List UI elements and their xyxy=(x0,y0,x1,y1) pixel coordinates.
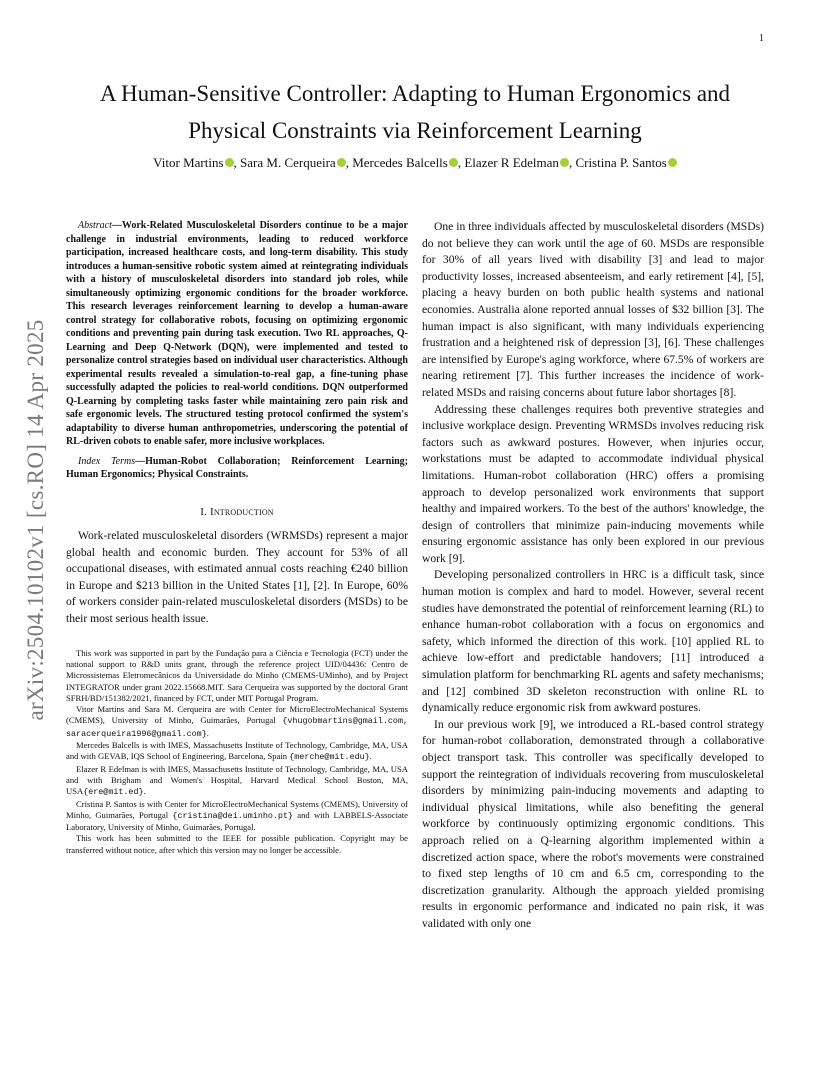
orcid-icon[interactable] xyxy=(449,158,458,167)
footnotes xyxy=(66,648,408,856)
author-separator: , xyxy=(233,155,241,170)
author-entry xyxy=(464,155,575,170)
body-paragraph: In our previous work [9], we introduced a RL-based control strategy for human-robot collaboration, demonstrated through a collaborative object transport task. This controller was specifically developed to support the reintegration of individuals recovering from musculoskeletal disorders by minimizing pain-inducing movements and adapting to individual physical limitations, while also benefiting the general workforce by continuously optimizing ergonomic conditions. This approach relied on a Q-learning algorithm implemented within a discretized action space, where the robot's movements were constrained to fixed step lengths of 10 cm and 6.5 cm, corresponding to the discretization granularity. Although the approach yielded promising results in ergonomic performance and indicated no pain risk, it was validated with only one xyxy=(422,717,764,930)
author-name: Elazer R Edelman xyxy=(464,155,559,170)
section-title: Introduction xyxy=(209,505,274,518)
footnote-funding: This work was supported in part by the Fundação para a Ciência e Tecnologia (FCT) under the national support to R&D units grant, through the reference project UID/04436: Centro de Microssistemas Eletromecânicos da Universidade do Minho (CMEMS-UMinho), and by Project INTEGRATOR under grant 2022.15668.MIT. Sara Cerqueira was supported by the doctoral Grant SFRH/BD/151382/2021, financed by FCT, under MIT Portugal Program. xyxy=(66,647,408,703)
author-entry xyxy=(352,155,464,170)
affiliation-text: Mercedes Balcells is with IMES, Massachusetts Institute of Technology, Cambridge, MA, USA and with GEVAB, IQS School of Engineering, Barcelona, Spain xyxy=(66,740,408,762)
index-terms-text: Human-Robot Collaboration; Reinforcement Learning; Human Ergonomics; Physical Constraints. xyxy=(66,455,409,480)
index-terms-label: Index Terms xyxy=(78,455,136,467)
footnote-affiliation xyxy=(66,764,408,799)
affiliation-text: Elazer R Edelman is with IMES, Massachusetts Institute of Technology, Cambridge, MA, USA and with Brigham and Women's Hospital, Harvard Medical School Boston, MA, USA xyxy=(66,763,408,797)
author-separator: , xyxy=(568,155,576,170)
section-numeral: I. xyxy=(200,505,210,518)
author-separator: , xyxy=(345,155,353,170)
affiliation-end: . xyxy=(143,786,146,797)
index-terms xyxy=(66,455,408,482)
abstract-dash: — xyxy=(111,220,122,231)
footnote-ieee-notice: This work has been submitted to the IEEE for possible publication. Copyright may be transferred without notice, after which this version may no longer be accessible. xyxy=(66,833,408,855)
index-terms-dash: — xyxy=(135,455,146,467)
orcid-icon[interactable] xyxy=(225,158,234,167)
arxiv-identifier-stamp: arXiv:2504.10102v1 [cs.RO] 14 Apr 2025 xyxy=(23,319,48,721)
abstract-label: Abstract xyxy=(78,220,112,231)
footnote-affiliation xyxy=(66,799,408,834)
email-link[interactable]: {vhugobmartins@gmail.com, saracerqueira1996@gmail.com} xyxy=(66,716,408,739)
left-column xyxy=(66,219,408,856)
orcid-icon[interactable] xyxy=(337,158,346,167)
author-entry xyxy=(240,155,352,170)
body-paragraph: Work-related musculoskeletal disorders (WRMSDs) represent a major global health and economic burden. They account for 53% of all occupational diseases, with estimated annual costs reaching €240 billion in Europe and $213 billion in the United States [1], [2]. In Europe, 60% of workers consider pain-related musculoskeletal disorders (MSDs) to be their most serious health issue. xyxy=(66,529,408,626)
author-name: Mercedes Balcells xyxy=(352,155,448,170)
orcid-icon[interactable] xyxy=(668,158,677,167)
right-column xyxy=(422,219,764,933)
author-entry xyxy=(153,155,240,170)
body-paragraph: One in three individuals affected by musculoskeletal disorders (MSDs) do not believe they can work until the age of 60. MSDs are responsible for 30% of all years lived with disability [3] and lead to major productivity losses, increased absenteeism, and early retirement [4], [5], placing a heavy burden on both public health systems and national economies. Australia alone reported annual losses of $32 billion [3]. The human impact is also significant, with many individuals experiencing frustration and a heightened risk of depression [3], [6]. These challenges are intensified by Europe's aging workforce, where 67.5% of workers are nearing retirement [7]. This further increases the incidence of work-related MSDs and raising concerns about future labor shortages [8]. xyxy=(422,220,764,399)
body-paragraph: Developing personalized controllers in HRC is a difficult task, since human motion is complex and hard to model. However, several recent studies have demonstrated the potential of reinforcement learning (RL) to enhance human-robot collaboration with a focus on ergonomics and safety, which informed the direction of this work. [10] applied RL to achieve low-effort and predictable handovers; [11] introduced a simulation platform for benchmarking RL agents and safety mechanisms; and [12] combined 3D skeleton reconstruction with online RL to dynamically reduce ergonomic risk from awkward postures. xyxy=(422,568,764,715)
affiliation-text: Vitor Martins and Sara M. Cerqueira are with Center for MicroElectroMechanical Systems (CMEMS), University of Minho, Guimarães, Portugal xyxy=(66,704,408,726)
author-separator: , xyxy=(457,155,465,170)
affiliation-end: and with LABBELS-Associate Laboratory, University of Minho, Guimarães, Portugal. xyxy=(66,809,408,833)
abstract-text: Work-Related Musculoskeletal Disorders continue to be a major challenge in industrial environments, leading to reduced workforce participation, increased healthcare costs, and long-term disability. This study introduces a human-sensitive robotic system aimed at reintegrating individuals with a history of musculoskeletal disorders into standard job roles, while simultaneously optimizing ergonomic conditions for the broader workforce. This research leverages reinforcement learning to develop a human-aware control strategy for collaborative robots, focusing on optimizing ergonomic conditions and preventing pain during task execution. Two RL approaches, Q-Learning and Deep Q-Network (DQN), were implemented and tested to personalize control strategies based on individual user characteristics. Although experimental results revealed a simulation-to-real gap, a fine-tuning phase successfully adapted the policies to real-world conditions. DQN outperformed Q-Learning by completing tasks faster while maintaining zero pain risk and safe ergonomic levels. The structured testing protocol confirmed the system's adaptability to diverse human anthropometries, underscoring the potential of RL-driven cobots to enable safer, more inclusive workplaces. xyxy=(66,220,408,447)
footnote-affiliation xyxy=(66,704,408,740)
affiliation-end: . xyxy=(206,727,209,738)
email-link[interactable]: {ere@mit.ed} xyxy=(83,787,144,798)
author-name: Sara M. Cerqueira xyxy=(240,155,336,170)
page-number: 1 xyxy=(759,33,764,44)
email-link[interactable]: {cristina@dei.uminho.pt} xyxy=(172,810,294,821)
paper-title: A Human-Sensitive Controller: Adapting to Human Ergonomics and Physical Constraints via Reinforcement Learning xyxy=(99,81,731,143)
author-entry xyxy=(575,155,676,170)
abstract xyxy=(66,219,408,449)
section-heading xyxy=(66,504,408,521)
email-link[interactable]: {merche@mit.edu} xyxy=(289,752,370,763)
author-name: Vitor Martins xyxy=(153,155,224,170)
affiliation-text: Cristina P. Santos is with Center for MicroElectroMechanical Systems (CMEMS), University of Minho, Guimarães, Portugal xyxy=(66,798,408,820)
author-list xyxy=(60,154,770,172)
author-name: Cristina P. Santos xyxy=(575,155,667,170)
orcid-icon[interactable] xyxy=(560,158,569,167)
affiliation-end: . xyxy=(369,751,372,762)
body-paragraph: Addressing these challenges requires both preventive strategies and inclusive workplace design. Preventing WRMSDs involves reducing risk factors such as awkward postures. However, when injuries occur, workstations must be adapted to accommodate individual physical limitations. Human-robot collaboration (HRC) offers a promising approach to develop personalized work environments that support healthy and impaired workers. To the best of the authors' knowledge, the design of controllers that minimize pain-inducing movements while ensuring ergonomic assistance has only been explored in our previous work [9]. xyxy=(422,402,764,565)
footnote-affiliation xyxy=(66,740,408,764)
